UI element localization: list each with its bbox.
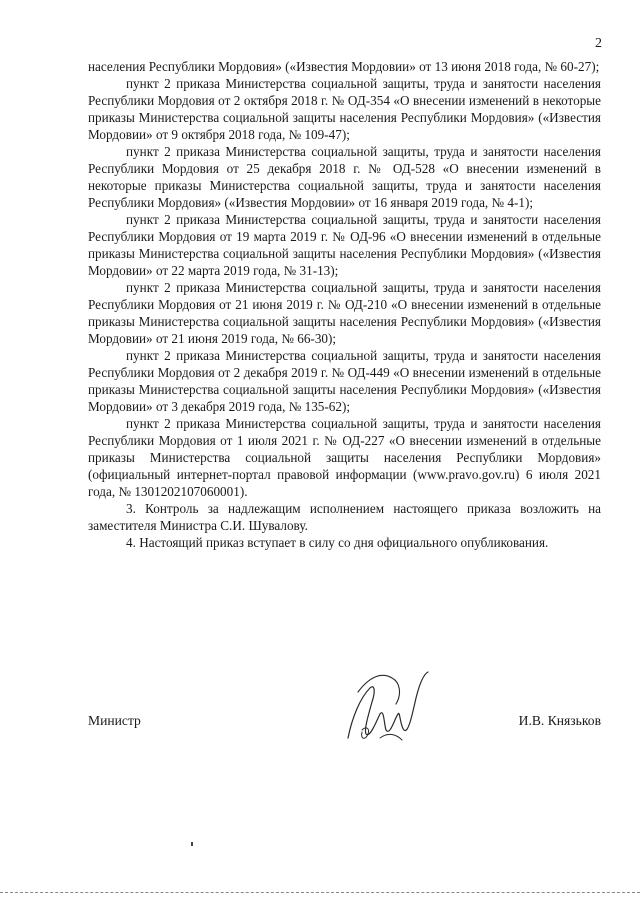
paragraph-item: пункт 2 приказа Министерства социальной защиты, труда и занятости населения Республики Мордовия от 25 декабря 2018 г. № ОД-528 «О внесении изменений в некоторые приказы Министерства социальной защиты, труда и занятости населения Республики Мордовия» («Известия Мордовии» от 16 января 2019 года, № 4-1); bbox=[88, 144, 601, 210]
signer-name: И.В. Князьков bbox=[518, 713, 601, 728]
paragraph-item: пункт 2 приказа Министерства социальной защиты, труда и занятости населения Республики Мордовия от 2 декабря 2019 г. № ОД-449 «О внесении изменений в отдельные приказы Министерства социальной защиты населения Республики Мордовия» («Известия Мордовии» от 3 декабря 2019 года, № 135-62); bbox=[88, 348, 601, 414]
scan-mark bbox=[191, 842, 193, 846]
paragraph-item: пункт 2 приказа Министерства социальной защиты, труда и занятости населения Республики Мордовия от 2 октября 2018 г. № ОД-354 «О внесении изменений в некоторые приказы Министерства социальной защиты населения Республики Мордовия» («Известия Мордовии» от 9 октября 2018 года, № 109-47); bbox=[88, 76, 601, 142]
paragraph-item: пункт 2 приказа Министерства социальной защиты, труда и занятости населения Республики Мордовия от 21 июня 2019 г. № ОД-210 «О внесении изменений в отдельные приказы Министерства социальной защиты населения Республики Мордовия» («Известия Мордовии» от 21 июня 2019 года, № 66-30); bbox=[88, 280, 601, 346]
paragraph-control-clause: 3. Контроль за надлежащим исполнением настоящего приказа возложить на заместителя Министра С.И. Шувалову. bbox=[88, 501, 601, 533]
paragraph-continuation: населения Республики Мордовия» («Известия Мордовии» от 13 июня 2018 года, № 60-27); bbox=[88, 59, 600, 74]
handwritten-signature bbox=[340, 668, 430, 746]
page-number: 2 bbox=[595, 36, 602, 51]
paragraph-item: пункт 2 приказа Министерства социальной защиты, труда и занятости населения Республики Мордовия от 19 марта 2019 г. № ОД-96 «О внесении изменений в отдельные приказы Министерства социальной защиты населения Республики Мордовия» («Известия Мордовии» от 22 марта 2019 года, № 31-13); bbox=[88, 212, 601, 278]
paragraph-effective-clause: 4. Настоящий приказ вступает в силу со дня официального опубликования. bbox=[126, 535, 549, 550]
page-bottom-edge bbox=[0, 892, 640, 893]
document-body bbox=[88, 58, 601, 551]
signer-title: Министр bbox=[88, 713, 141, 728]
paragraph-item: пункт 2 приказа Министерства социальной защиты, труда и занятости населения Республики Мордовия от 1 июля 2021 г. № ОД-227 «О внесении изменений в отдельные приказы Министерства социальной защиты населения Республики Мордовия» (официальный интернет-портал правовой информации (www.pravo.gov.ru) 6 июля 2021 года, № 1301202107060001). bbox=[88, 416, 601, 499]
